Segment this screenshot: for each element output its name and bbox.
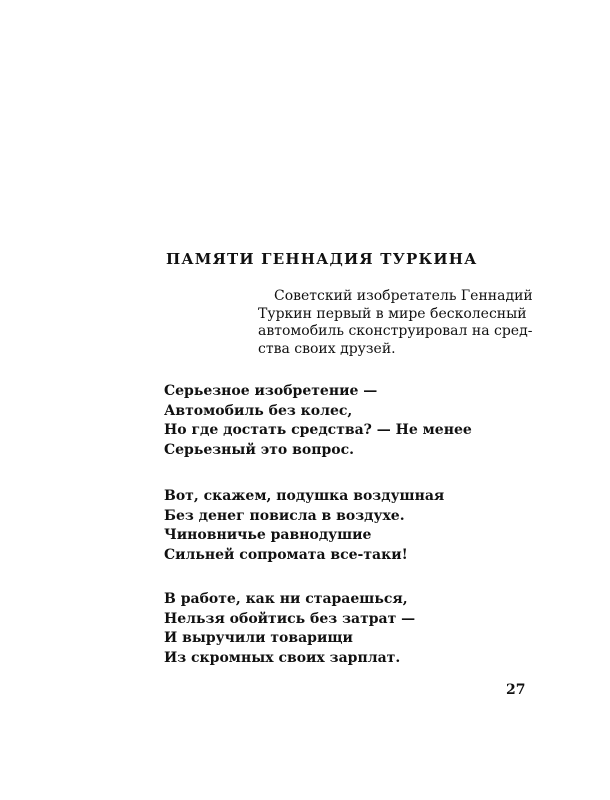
stanza-2 <box>164 487 444 565</box>
verse-line: В работе, как ни стараешься, <box>164 591 408 607</box>
epigraph-line: автомобиль сконструировал на сред- <box>258 323 533 339</box>
verse-line: Без денег повисла в воздухе. <box>164 507 405 524</box>
verse-line: Автомобиль без колес, <box>164 402 353 419</box>
verse-line: Серьезное изобретение — <box>164 383 378 399</box>
stanza-1 <box>164 382 472 460</box>
verse-line: Чиновничье равнодушие <box>164 527 372 543</box>
stanza-3 <box>164 590 415 668</box>
epigraph-line: ства своих друзей. <box>258 340 396 357</box>
verse-line: И выручили товарищи <box>164 630 353 646</box>
verse-line: Нельзя обойтись без затрат — <box>164 610 416 627</box>
poem-title: ПАМЯТИ ГЕННАДИЯ ТУРКИНА <box>166 250 478 268</box>
verse-line: Из скромных своих зарплат. <box>164 649 401 666</box>
epigraph-line: Туркин первый в мире бесколесный <box>258 305 527 322</box>
page-number: 27 <box>506 682 526 698</box>
epigraph <box>258 288 533 358</box>
verse-line: Вот, скажем, подушка воздушная <box>164 488 445 504</box>
epigraph-line: Советский изобретатель Геннадий <box>274 288 533 304</box>
verse-line: Серьезный это вопрос. <box>164 441 354 458</box>
verse-line: Сильней сопромата все-таки! <box>164 546 408 563</box>
verse-line: Но где достать средства? — Не менее <box>164 422 472 438</box>
